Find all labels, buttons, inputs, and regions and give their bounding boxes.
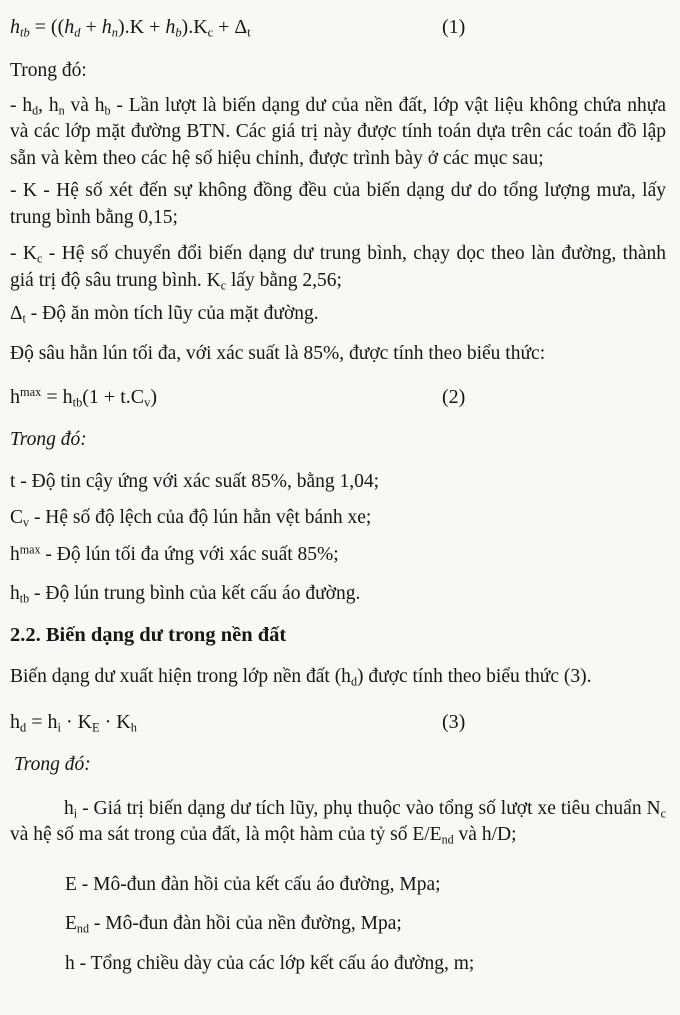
paragraph-k: - K - Hệ số xét đến sự không đồng đều của biến dạng dư do tổng lượng mưa, lấy trung bình bằng 0,15; xyxy=(10,180,666,228)
paragraph-delta-t: $\Delta_t$ - Độ ăn mòn tích lũy của mặt đường. xyxy=(10,303,319,326)
paragraph-hi: $h_i$ - Giá trị biến dạng dư tích lũy, phụ thuộc vào tổng số lượt xe tiêu chuẩn $N_c$ và hệ số ma sát trong của đất, là một hàm của tỷ số $E/E_{nd}$ và h/D; xyxy=(10,797,666,847)
paragraph-end-modulus: $E_{nd}$ - Mô-đun đàn hồi của nền đường, Mpa; xyxy=(65,913,402,936)
paragraph-bien-dang: Biến dạng dư xuất hiện trong lớp nền đất $(h_d)$ được tính theo biểu thức (3). xyxy=(10,665,592,688)
equation-3-formula: $h_d = h_i \cdot K_E \cdot K_h$ xyxy=(10,711,137,735)
where-label-1: Trong đó: xyxy=(10,60,87,81)
equation-1-number: (1) xyxy=(442,16,466,38)
equation-row-3 xyxy=(10,707,666,737)
equation-2-number: (2) xyxy=(442,386,466,408)
paragraph-hmax: $h^{max}$ - Độ lún tối đa ứng với xác suất 85%; xyxy=(10,541,339,565)
where-label-3: Trong đó: xyxy=(14,754,91,775)
equation-1-formula: $h_{tb} = ((h_d + h_n).K + h_b).K_c + \Delta_t$ xyxy=(10,16,251,40)
where-label-2: Trong đó: xyxy=(10,429,87,450)
equation-2-formula: $h^{max} = h_{tb}(1 + t.C_v)$ xyxy=(10,385,157,410)
paragraph-kc: - $K_c$ - Hệ số chuyển đổi biến dạng dư trung bình, chạy dọc theo làn đường, thành giá trị độ sâu trung bình. $K_c$ lấy bằng 2,56; xyxy=(10,243,666,292)
paragraph-depth-intro: Độ sâu hằn lún tối đa, với xác suất là 85%, được tính theo biểu thức: xyxy=(10,342,546,364)
section-heading-2-2: 2.2. Biến dạng dư trong nền đất xyxy=(10,623,287,646)
paragraph-hd-hn-hb: - $h_d$, $h_n$ và $h_b$ - Lần lượt là biến dạng dư của nền đất, lớp vật liệu không chứa nhựa và các lớp mặt đường BTN. Các giá trị này được tính toán dựa trên các toán đồ lập sẵn và kèm theo các hệ số hiệu chỉnh, được trình bày ở các mục sau; xyxy=(10,94,666,169)
paragraph-htb: $h_{tb}$ - Độ lún trung bình của kết cấu áo đường. xyxy=(10,583,361,606)
paragraph-h-thickness: h - Tổng chiều dày của các lớp kết cấu áo đường, m; xyxy=(65,952,475,974)
paragraph-t: t - Độ tin cậy ứng với xác suất 85%, bằng 1,04; xyxy=(10,470,380,492)
paragraph-cv: $C_v$ - Hệ số độ lệch của độ lún hằn vệt bánh xe; xyxy=(10,507,372,530)
equation-row-1 xyxy=(10,12,666,42)
paragraph-e-modulus: E - Mô-đun đàn hồi của kết cấu áo đường, Mpa; xyxy=(65,873,441,895)
equation-row-2 xyxy=(10,382,666,412)
equation-3-number: (3) xyxy=(442,711,466,733)
